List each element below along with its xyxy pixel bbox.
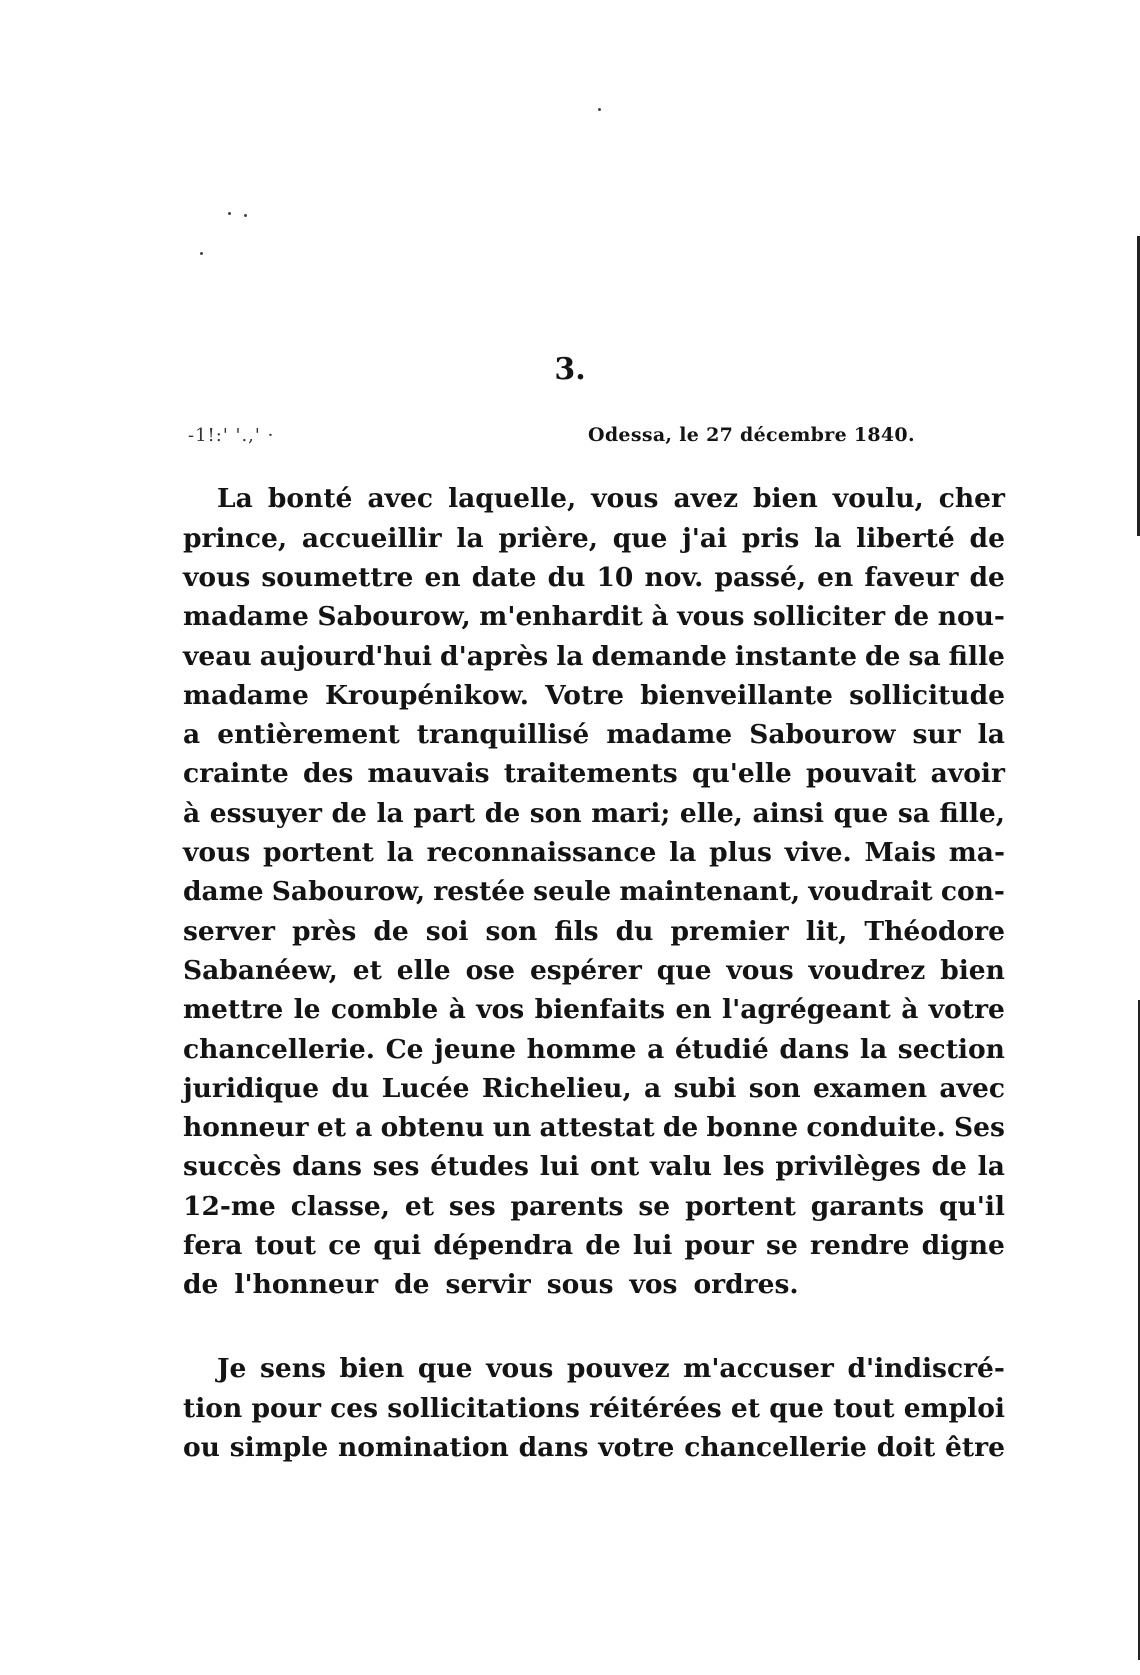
word: essuyer	[209, 797, 322, 829]
word: la	[859, 1033, 888, 1065]
word: vos	[476, 994, 525, 1026]
text-line	[183, 637, 1005, 676]
word: la	[977, 1151, 1005, 1183]
word: bienfaits	[534, 994, 666, 1026]
word: espérer	[529, 954, 642, 986]
word: lui	[539, 1151, 580, 1183]
word: d'indiscré-	[847, 1353, 1005, 1385]
word: Mais	[864, 837, 936, 869]
word: prince,	[183, 522, 288, 554]
word: à	[901, 994, 919, 1026]
word: dans	[518, 1431, 589, 1463]
word: de	[662, 1112, 699, 1144]
word: soumettre	[261, 561, 414, 593]
word: bien	[339, 1353, 405, 1385]
word: lui	[632, 1230, 673, 1262]
word: vos	[629, 1269, 678, 1301]
word: portent	[685, 1190, 796, 1222]
word: comble	[330, 994, 439, 1026]
word: de	[969, 561, 1005, 593]
word: sur	[912, 719, 961, 751]
word: 10	[596, 561, 634, 593]
word: 12-me	[183, 1190, 276, 1222]
word: dame	[183, 876, 264, 908]
word: attestat	[539, 1112, 655, 1144]
word: servir	[445, 1269, 531, 1301]
word: instante	[734, 640, 857, 672]
word: m'enhardit	[479, 601, 643, 633]
word: pour	[684, 1230, 754, 1262]
word: emploi	[903, 1392, 1005, 1424]
word: pris	[741, 522, 800, 554]
word: examen	[813, 1072, 928, 1104]
word: chancellerie	[684, 1431, 867, 1463]
word: de	[183, 1269, 219, 1301]
word: doit	[876, 1431, 936, 1463]
text-line	[183, 676, 1005, 715]
word: son	[529, 797, 582, 829]
word: date	[471, 561, 537, 593]
word: faveur	[864, 561, 959, 593]
word: cher	[938, 483, 1005, 515]
word: vive.	[784, 837, 852, 869]
word: de	[585, 1230, 621, 1262]
word: obtenu	[380, 1112, 485, 1144]
word: Lucée	[381, 1072, 470, 1104]
word: votre	[598, 1431, 675, 1463]
word: ma-	[948, 837, 1005, 869]
word: lit,	[805, 915, 848, 947]
word: la	[376, 797, 404, 829]
word: Sabanéew,	[183, 954, 338, 986]
word: que	[417, 1353, 473, 1385]
word: madame	[183, 601, 309, 633]
word: étudié	[674, 1033, 769, 1065]
word: études	[430, 1151, 529, 1183]
word: avez	[673, 483, 738, 515]
word: Sabourow,	[317, 601, 471, 633]
word: ces	[330, 1392, 379, 1424]
word: rendre	[810, 1230, 910, 1262]
word: bienveillante	[640, 679, 833, 711]
word: ce	[328, 1230, 362, 1262]
word: madame	[606, 719, 733, 751]
word: à	[448, 994, 466, 1026]
word: fils	[554, 915, 599, 947]
word: la	[386, 837, 414, 869]
scan-speck	[228, 212, 231, 215]
text-line	[183, 1227, 1005, 1266]
word: madame	[183, 679, 309, 711]
word: nomination	[338, 1431, 509, 1463]
word: à	[651, 601, 669, 633]
word: que	[612, 522, 668, 554]
dateline: Odessa, le 27 décembre 1840.	[588, 424, 915, 446]
text-line	[183, 559, 1005, 598]
word: Sabourow,	[271, 876, 426, 908]
word: Votre	[545, 679, 625, 711]
word: de	[865, 640, 901, 672]
word: m'accuser	[683, 1353, 834, 1385]
word: le	[293, 994, 321, 1026]
word: valu	[650, 1151, 712, 1183]
word: des	[302, 758, 354, 790]
word: de	[893, 601, 930, 633]
word: dans	[292, 1151, 362, 1183]
text-line	[183, 519, 1005, 558]
word: et	[730, 1392, 760, 1424]
word: traitements	[503, 758, 678, 790]
word: elle,	[679, 797, 743, 829]
text-line	[183, 794, 1005, 833]
word: de	[331, 797, 367, 829]
word: voulu,	[832, 483, 924, 515]
word: section	[897, 1033, 1005, 1065]
word: tion	[183, 1392, 243, 1424]
text-line	[183, 1350, 1005, 1389]
word: Je	[217, 1353, 247, 1385]
word: vous	[183, 837, 251, 869]
text-line	[183, 912, 1005, 951]
word: veau	[183, 640, 252, 672]
word: bien	[753, 483, 818, 515]
word: digne	[921, 1230, 1005, 1262]
word: sa	[908, 640, 941, 672]
word: la	[456, 522, 484, 554]
word: la	[977, 719, 1005, 751]
text-line	[183, 598, 1005, 637]
text-line	[183, 1069, 1005, 1108]
word: vous	[591, 483, 659, 515]
word: accueillir	[301, 522, 442, 554]
word: vous	[726, 954, 794, 986]
word: aujourd'hui	[259, 640, 432, 672]
word: se	[638, 1190, 671, 1222]
word: la	[556, 640, 584, 672]
word: en	[675, 994, 712, 1026]
word: en	[424, 561, 461, 593]
word: honneur	[183, 1112, 309, 1144]
word: bonne	[706, 1112, 799, 1144]
word: tout	[254, 1230, 317, 1262]
text-line	[183, 991, 1005, 1030]
word: server	[183, 915, 275, 947]
word: ses	[372, 1151, 420, 1183]
word: l'agrégeant	[722, 994, 891, 1026]
word: sous	[546, 1269, 614, 1301]
word: son	[748, 1072, 801, 1104]
word: du	[615, 915, 654, 947]
show-through-artifact: -1!:' '.,' ·	[188, 425, 275, 446]
word: bien	[940, 954, 1005, 986]
word: sa	[897, 797, 930, 829]
word: mari;	[591, 797, 671, 829]
word: un	[492, 1112, 532, 1144]
word: être	[945, 1431, 1005, 1463]
word: fille	[948, 640, 1005, 672]
word: du	[547, 561, 586, 593]
word: voudrait	[808, 876, 933, 908]
word: et	[352, 954, 382, 986]
word: réitérées	[589, 1392, 722, 1424]
word: de	[969, 522, 1005, 554]
word: maintenant,	[619, 876, 801, 908]
text-line	[183, 1429, 1005, 1468]
word: du	[331, 1072, 370, 1104]
word: de	[931, 1151, 967, 1183]
word: soi	[425, 915, 469, 947]
word: son	[485, 915, 538, 947]
word: qu'elle	[692, 758, 792, 790]
word: tout	[833, 1392, 895, 1424]
text-line	[183, 952, 1005, 991]
word: se	[766, 1230, 798, 1262]
word: avec	[939, 1072, 1005, 1104]
word: vous	[677, 601, 745, 633]
word: j'ai	[682, 522, 728, 554]
word: qu'il	[938, 1190, 1005, 1222]
word: Ses	[953, 1112, 1005, 1144]
word: a	[183, 719, 201, 751]
text-line	[183, 1389, 1005, 1428]
word: reconnaissance	[426, 837, 657, 869]
word: fille,	[939, 797, 1005, 829]
word: Kroupénikow.	[324, 679, 530, 711]
text-line	[183, 1109, 1005, 1148]
word: premier	[670, 915, 789, 947]
word: et	[404, 1190, 435, 1222]
word: avec	[367, 483, 434, 515]
text-line	[183, 1266, 1005, 1305]
word: d'après	[440, 640, 549, 672]
word: de	[394, 1269, 430, 1301]
word: nov.	[644, 561, 704, 593]
word: les	[722, 1151, 765, 1183]
word: sollicitations	[387, 1392, 580, 1424]
word: passé,	[714, 561, 807, 593]
word: tranquillisé	[416, 719, 590, 751]
word: vous	[183, 561, 251, 593]
word: l'honneur	[234, 1269, 379, 1301]
word: entièrement	[217, 719, 400, 751]
scan-speck	[244, 214, 247, 217]
word: prière,	[498, 522, 598, 554]
word: jeune	[434, 1033, 516, 1065]
word: demande	[591, 640, 727, 672]
word: Ce	[385, 1033, 424, 1065]
text-line	[183, 1148, 1005, 1187]
word: chancellerie.	[183, 1033, 375, 1065]
word: bonté	[267, 483, 353, 515]
word: ont	[590, 1151, 640, 1183]
word: la	[669, 837, 697, 869]
word: pouvez	[566, 1353, 670, 1385]
word: sollicitude	[849, 679, 1005, 711]
word: fera	[183, 1230, 243, 1262]
word: juridique	[183, 1072, 320, 1104]
word: dépendra	[433, 1230, 574, 1262]
word: Sabourow	[749, 719, 896, 751]
word: ainsi	[752, 797, 824, 829]
word: a	[647, 1033, 665, 1065]
word: parents	[510, 1190, 624, 1222]
text-line	[183, 834, 1005, 873]
word: plus	[709, 837, 772, 869]
word: homme	[526, 1033, 637, 1065]
word: la	[814, 522, 842, 554]
word: de	[373, 915, 409, 947]
word: vous	[486, 1353, 554, 1385]
word: de	[484, 797, 521, 829]
word: restée	[433, 876, 525, 908]
word: La	[217, 483, 253, 515]
text-line	[183, 755, 1005, 794]
text-line	[183, 716, 1005, 755]
word: solliciter	[753, 601, 886, 633]
word: pouvait	[806, 758, 917, 790]
text-line	[183, 873, 1005, 912]
word: ses	[448, 1190, 496, 1222]
paragraph-1	[183, 480, 1005, 1305]
word: en	[817, 561, 854, 593]
word: près	[292, 915, 357, 947]
word: voudrez	[808, 954, 926, 986]
word: privilèges	[775, 1151, 921, 1183]
word: nou-	[937, 601, 1005, 633]
word: seule	[533, 876, 612, 908]
word: qui	[373, 1230, 422, 1262]
word: ou	[183, 1431, 220, 1463]
word: conduite.	[806, 1112, 946, 1144]
word: Richelieu,	[481, 1072, 632, 1104]
word: pour	[251, 1392, 321, 1424]
letter-number: 3.	[554, 352, 586, 387]
word: que	[833, 797, 889, 829]
word: crainte	[183, 758, 289, 790]
word: que	[656, 954, 712, 986]
word: ordres.	[693, 1269, 799, 1301]
word: mauvais	[367, 758, 490, 790]
word: avoir	[930, 758, 1005, 790]
scan-speck	[598, 108, 601, 111]
word: garants	[810, 1190, 925, 1222]
word: dans	[779, 1033, 850, 1065]
word: portent	[263, 837, 374, 869]
word: con-	[940, 876, 1005, 908]
word: laquelle,	[448, 483, 577, 515]
word: que	[769, 1392, 824, 1424]
paragraph-2	[183, 1350, 1005, 1468]
word: elle	[396, 954, 451, 986]
word: liberté	[856, 522, 955, 554]
word: succès	[183, 1151, 282, 1183]
text-line	[183, 1187, 1005, 1226]
text-line	[183, 480, 1005, 519]
word: votre	[928, 994, 1005, 1026]
word: et a	[316, 1112, 373, 1144]
word: subi	[673, 1072, 737, 1104]
word: mettre	[183, 994, 284, 1026]
word: Théodore	[864, 915, 1005, 947]
word: simple	[229, 1431, 329, 1463]
word: sens	[259, 1353, 326, 1385]
word: ose	[465, 954, 516, 986]
text-line	[183, 1030, 1005, 1069]
word: part	[413, 797, 476, 829]
scan-speck	[200, 252, 203, 255]
word: classe,	[290, 1190, 390, 1222]
word: a	[644, 1072, 662, 1104]
word: à	[183, 797, 201, 829]
